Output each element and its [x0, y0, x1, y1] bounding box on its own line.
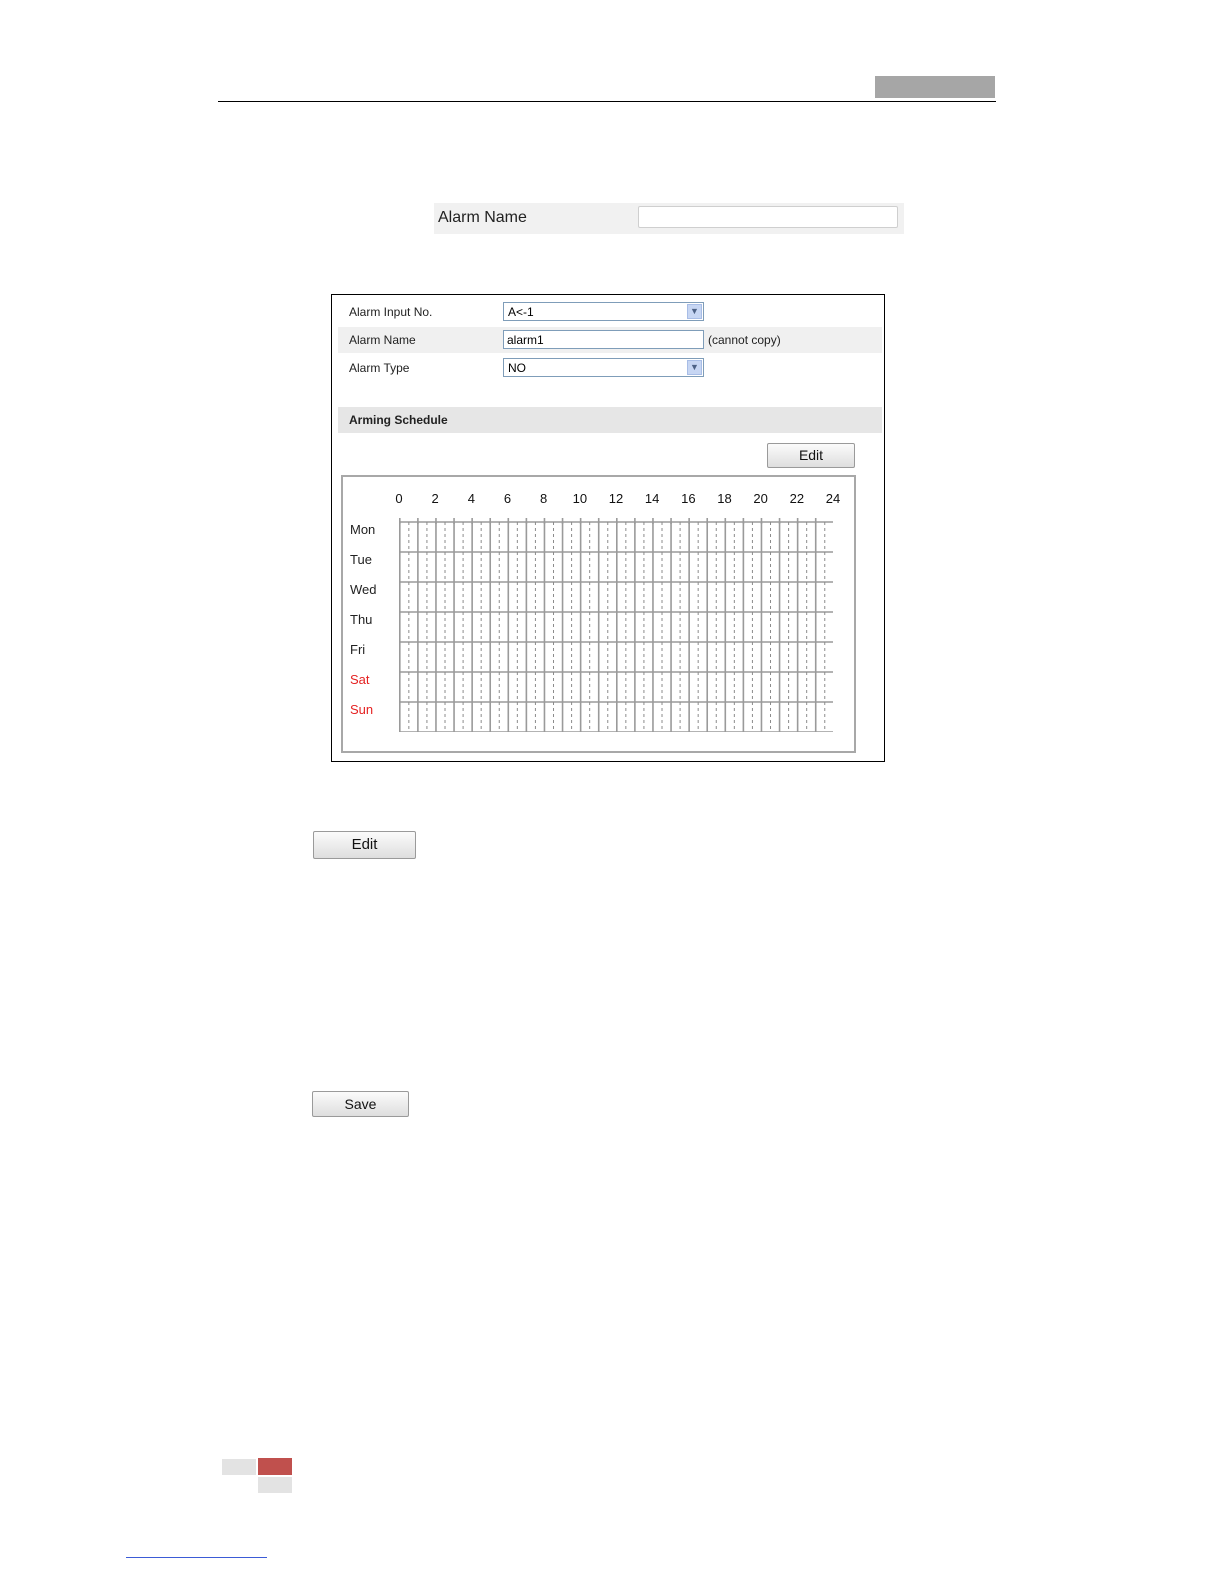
hour-label: 2 [431, 491, 439, 506]
alarm-input-row [338, 299, 882, 325]
hour-label: 8 [540, 491, 548, 506]
day-label-mon: Mon [350, 522, 376, 537]
chevron-down-icon[interactable]: ▼ [687, 304, 702, 319]
alarm-name-panel-label: Alarm Name [349, 333, 416, 347]
footer-accent-block [258, 1458, 292, 1475]
alarm-input-value: A<-1 [508, 305, 534, 319]
header-tab [875, 76, 995, 98]
alarm-input-panel [331, 294, 885, 762]
chevron-down-icon[interactable]: ▼ [687, 360, 702, 375]
save-button[interactable]: Save [312, 1091, 409, 1117]
hour-label: 10 [572, 491, 588, 506]
hour-label: 16 [681, 491, 696, 506]
day-label-sat: Sat [350, 672, 370, 687]
day-label-wed: Wed [350, 582, 377, 597]
schedule-grid-box [341, 475, 856, 753]
hour-label: 0 [395, 491, 403, 506]
edit-button[interactable]: Edit [313, 831, 416, 859]
hour-label: 22 [789, 491, 805, 506]
alarm-type-label: Alarm Type [349, 361, 410, 375]
schedule-grid-lines[interactable] [399, 518, 833, 732]
arming-schedule-header [338, 407, 882, 433]
alarm-name-panel-input[interactable] [503, 330, 704, 349]
alarm-name-label: Alarm Name [438, 209, 527, 226]
hour-label: 4 [467, 491, 475, 506]
cannot-copy-hint: (cannot copy) [708, 333, 781, 347]
header-rule [218, 101, 996, 102]
schedule-grid[interactable] [399, 518, 833, 732]
hour-label: 20 [753, 491, 768, 506]
panel-edit-button[interactable]: Edit [767, 443, 855, 468]
alarm-input-label: Alarm Input No. [349, 305, 433, 319]
alarm-type-value: NO [508, 361, 526, 375]
hour-label: 12 [608, 491, 624, 506]
alarm-name-input[interactable] [638, 206, 898, 228]
hour-label: 6 [503, 491, 512, 506]
alarm-name-panel-value: alarm1 [507, 333, 544, 347]
hour-label: 24 [825, 491, 841, 506]
hour-label: 18 [717, 491, 732, 506]
day-label-tue: Tue [350, 552, 372, 567]
day-label-thu: Thu [350, 612, 373, 627]
hour-label: 14 [644, 491, 660, 506]
alarm-type-row [338, 355, 882, 381]
alarm-input-select[interactable] [503, 302, 704, 321]
alarm-type-select[interactable] [503, 358, 704, 377]
day-label-sun: Sun [350, 702, 374, 717]
day-label-fri: Fri [350, 642, 366, 657]
footer-block [258, 1477, 292, 1493]
footer-block [222, 1459, 256, 1475]
alarm-name-row [434, 203, 904, 234]
alarm-name-panel-row [338, 327, 882, 353]
arming-schedule-title: Arming Schedule [349, 413, 448, 427]
footer-link-underline [126, 1557, 267, 1558]
